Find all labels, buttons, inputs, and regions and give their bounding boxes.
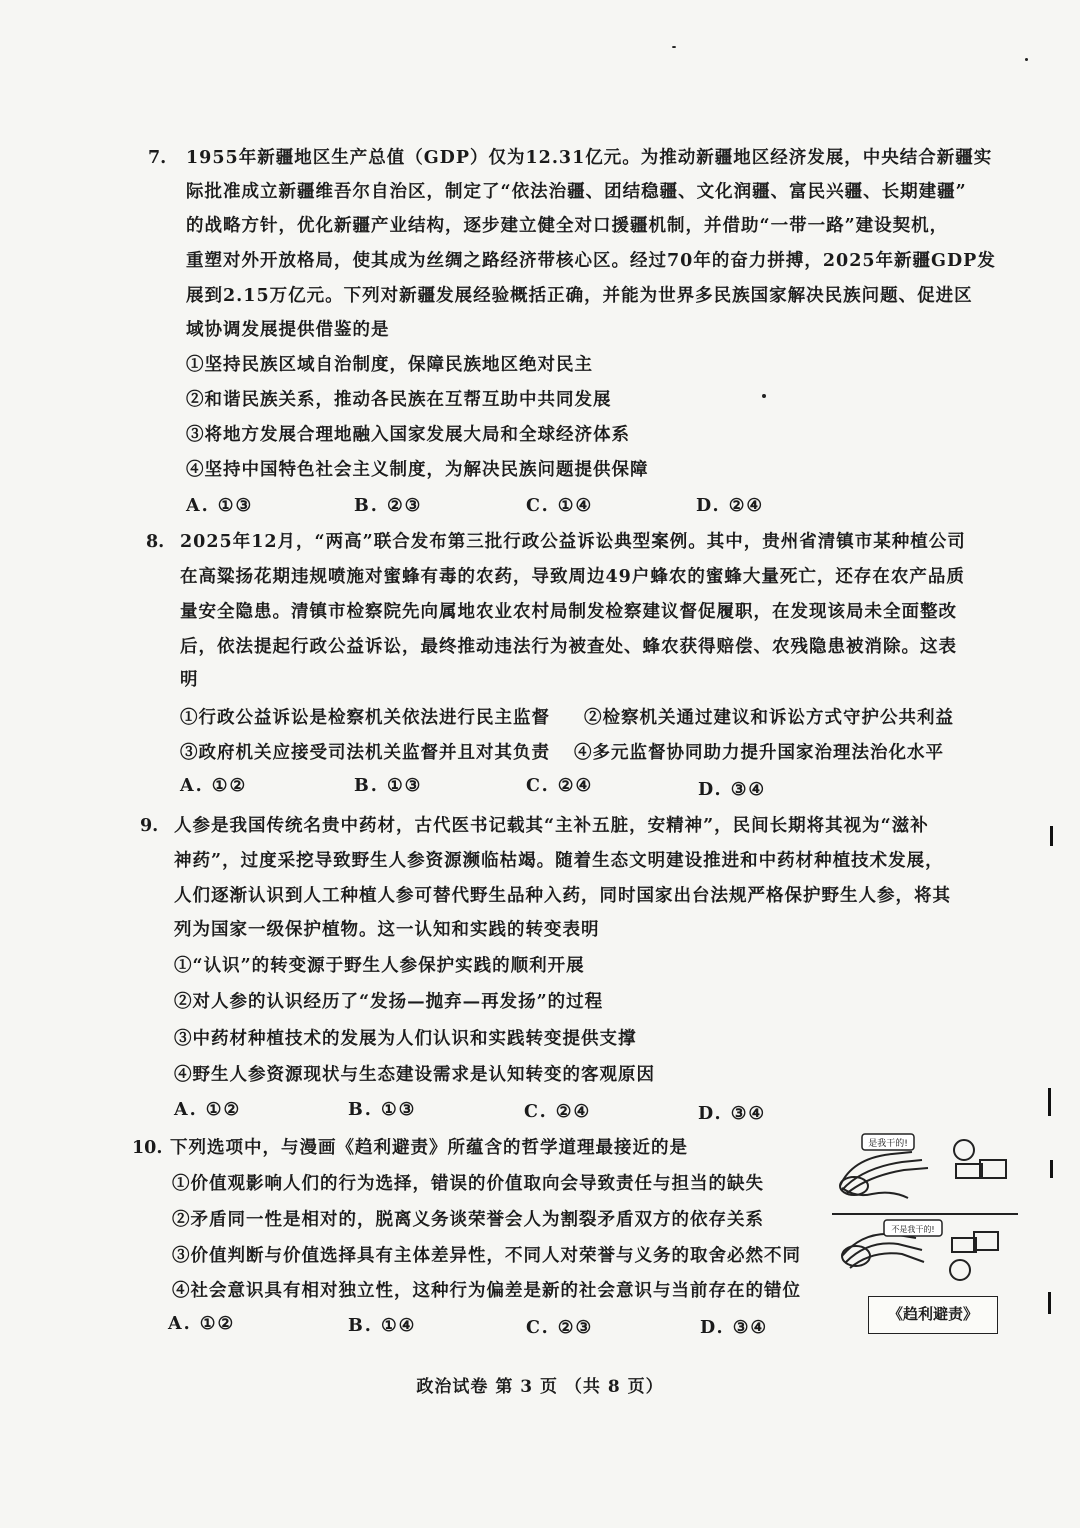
statement: ③将地方发展合理地融入国家发展大局和全球经济体系 bbox=[186, 425, 630, 445]
scan-speck bbox=[1025, 58, 1028, 61]
scan-speck bbox=[762, 394, 766, 398]
question-text-line: 后，依法提起行政公益诉讼，最终推动违法行为被查处、蜂农获得赔偿、农残隐患被消除。这表 bbox=[180, 637, 957, 657]
statement: ①“认识”的转变源于野生人参保护实践的顺利开展 bbox=[174, 956, 585, 976]
question-text-line: 2025年12月，“两高”联合发布第三批行政公益诉讼典型案例。其中，贵州省清镇市某种植公司 bbox=[180, 532, 966, 552]
question-text-line: 列为国家一级保护植物。这一认知和实践的转变表明 bbox=[174, 920, 600, 940]
question-number: 8. bbox=[146, 532, 165, 552]
option-c[interactable]: C. ②④ bbox=[524, 1102, 592, 1122]
question-text-line: 重塑对外开放格局，使其成为丝绸之路经济带核心区。经过70年的奋力拼搏，2025年新疆GDP发 bbox=[186, 251, 996, 271]
statement: ②矛盾同一性是相对的，脱离义务谈荣誉会人为割裂矛盾双方的依存关系 bbox=[172, 1210, 764, 1230]
cartoon-drawing bbox=[832, 1128, 1018, 1298]
statement: ②检察机关通过建议和诉讼方式守护公共利益 bbox=[584, 708, 954, 728]
statement: ④多元监督协同助力提升国家治理法治化水平 bbox=[574, 743, 944, 763]
option-d[interactable]: D. ②④ bbox=[696, 496, 765, 516]
option-a[interactable]: A. ①② bbox=[168, 1314, 236, 1334]
question-text-line: 域协调发展提供借鉴的是 bbox=[186, 320, 390, 340]
statement: ③价值判断与价值选择具有主体差异性，不同人对荣誉与义务的取舍必然不同 bbox=[172, 1246, 801, 1266]
statement: ②和谐民族关系，推动各民族在互帮互助中共同发展 bbox=[186, 390, 612, 410]
scan-edge-mark bbox=[1050, 1160, 1053, 1178]
option-d[interactable]: D. ③④ bbox=[698, 780, 767, 800]
statement: ④野生人参资源现状与生态建设需求是认知转变的客观原因 bbox=[174, 1065, 655, 1085]
statement: ①价值观影响人们的行为选择，错误的价值取向会导致责任与担当的缺失 bbox=[172, 1174, 764, 1194]
scan-edge-mark bbox=[1050, 826, 1053, 846]
page-footer: 政治试卷 第 3 页 （共 8 页） bbox=[416, 1377, 664, 1397]
option-b[interactable]: B. ①③ bbox=[354, 776, 423, 796]
option-a[interactable]: A. ①② bbox=[180, 776, 248, 796]
question-text-line: 量安全隐患。清镇市检察院先向属地农业农村局制发检察建议督促履职，在发现该局未全面整改 bbox=[180, 602, 957, 622]
question-text-line: 神药”，过度采挖导致野生人参资源濒临枯竭。随着生态文明建设推进和中药材种植技术发展， bbox=[174, 851, 944, 871]
question-text-line: 1955年新疆地区生产总值（GDP）仅为12.31亿元。为推动新疆地区经济发展，中央结合新疆实 bbox=[186, 148, 993, 168]
question-text-line: 人参是我国传统名贵中药材，古代医书记载其“主补五脏，安精神”，民间长期将其视为“滋补 bbox=[174, 816, 929, 836]
statement: ①行政公益诉讼是检察机关依法进行民主监督 bbox=[180, 708, 550, 728]
option-c[interactable]: C. ①④ bbox=[526, 496, 594, 516]
statement: ④社会意识具有相对独立性，这种行为偏差是新的社会意识与当前存在的错位 bbox=[172, 1281, 801, 1301]
scan-edge-mark bbox=[1048, 1292, 1051, 1314]
option-b[interactable]: B. ①④ bbox=[348, 1316, 417, 1336]
option-d[interactable]: D. ③④ bbox=[698, 1104, 767, 1124]
scan-edge-mark bbox=[1048, 1088, 1051, 1116]
question-number: 7. bbox=[148, 148, 167, 168]
question-number: 9. bbox=[140, 816, 159, 836]
question-text-line: 际批准成立新疆维吾尔自治区，制定了“依法治疆、团结稳疆、文化润疆、富民兴疆、长期建疆” bbox=[186, 182, 967, 202]
question-text-line: 人们逐渐认识到人工种植人参可替代野生品种入药，同时国家出台法规严格保护野生人参，将其 bbox=[174, 886, 951, 906]
question-text-line: 展到2.15万亿元。下列对新疆发展经验概括正确，并能为世界多民族国家解决民族问题、促进区 bbox=[186, 286, 973, 306]
question-number: 10. bbox=[132, 1138, 163, 1158]
sign-top-text: 是我干的! bbox=[868, 1139, 908, 1149]
statement: ③政府机关应接受司法机关监督并且对其负责 bbox=[180, 743, 550, 763]
question-text-line: 下列选项中，与漫画《趋利避责》所蕴含的哲学道理最接近的是 bbox=[170, 1138, 688, 1158]
option-b[interactable]: B. ①③ bbox=[348, 1100, 417, 1120]
sign-bottom-text: 不是我干的! bbox=[891, 1225, 935, 1234]
question-text-line: 的战略方针，优化新疆产业结构，逐步建立健全对口援疆机制，并借助“一带一路”建设契机， bbox=[186, 216, 949, 236]
option-c[interactable]: C. ②③ bbox=[526, 1318, 594, 1338]
question-text-line: 明 bbox=[180, 670, 199, 690]
scan-speck bbox=[672, 46, 676, 48]
option-c[interactable]: C. ②④ bbox=[526, 776, 594, 796]
statement: ④坚持中国特色社会主义制度，为解决民族问题提供保障 bbox=[186, 460, 649, 480]
statement: ②对人参的认识经历了“发扬—抛弃—再发扬”的过程 bbox=[174, 992, 604, 1012]
option-a[interactable]: A. ①③ bbox=[186, 496, 254, 516]
statement: ①坚持民族区域自治制度，保障民族地区绝对民主 bbox=[186, 355, 593, 375]
option-b[interactable]: B. ②③ bbox=[354, 496, 423, 516]
cartoon-caption: 《趋利避责》 bbox=[868, 1296, 998, 1334]
question-text-line: 在高粱扬花期违规喷施对蜜蜂有毒的农药，导致周边49户蜂农的蜜蜂大量死亡，还存在农产品质 bbox=[180, 567, 965, 587]
statement: ③中药材种植技术的发展为人们认识和实践转变提供支撑 bbox=[174, 1029, 637, 1049]
option-d[interactable]: D. ③④ bbox=[700, 1318, 769, 1338]
option-a[interactable]: A. ①② bbox=[174, 1100, 242, 1120]
